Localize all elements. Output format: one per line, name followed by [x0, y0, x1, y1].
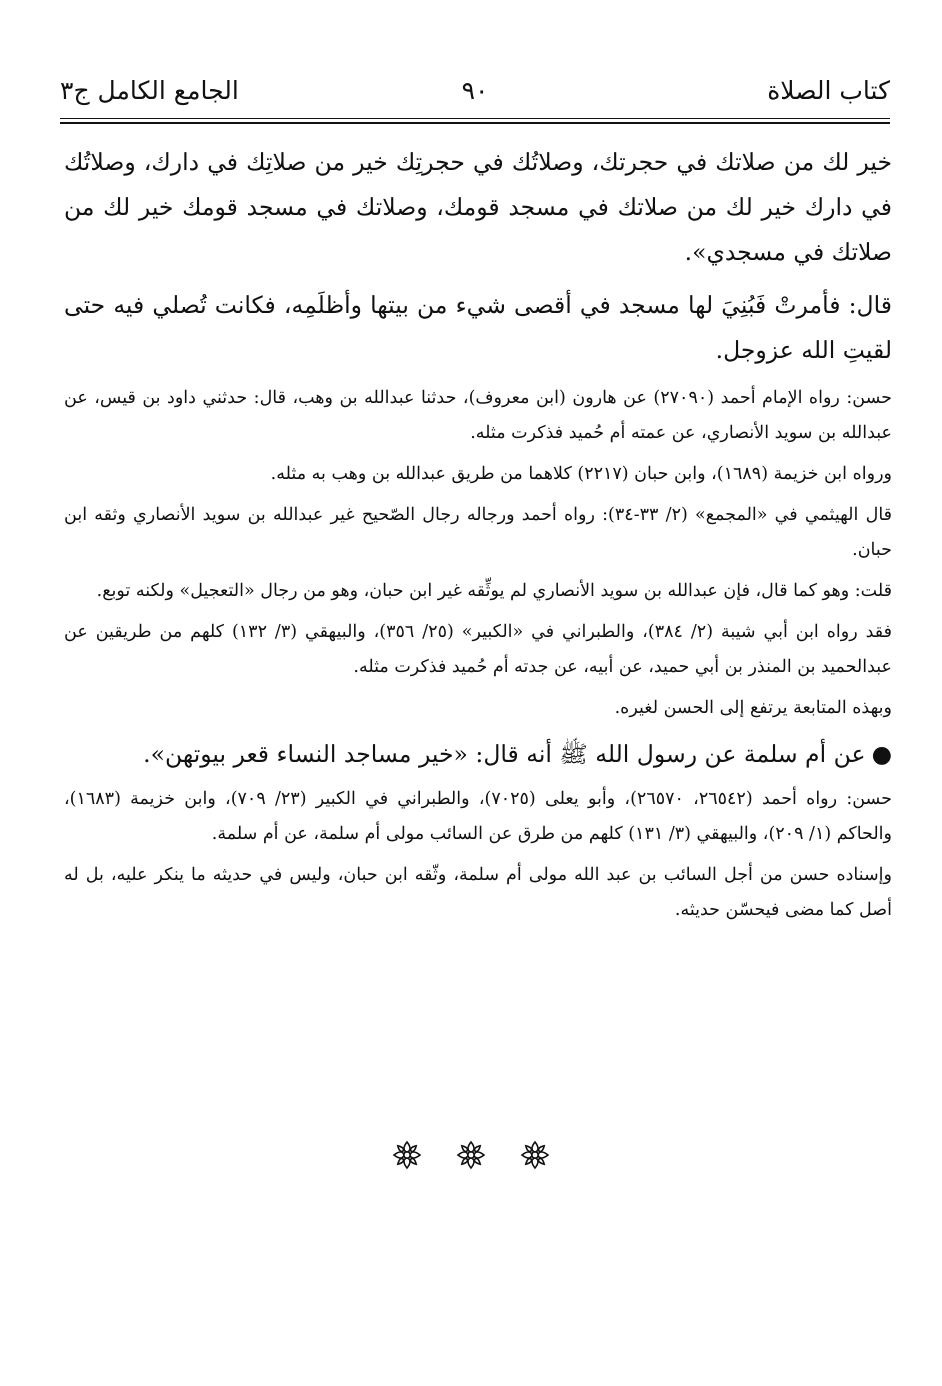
page-header [60, 76, 890, 116]
takhrij-note-3: قال الهيثمي في «المجمع» (٢/ ٣٣-٣٤): رواه أحمد ورجاله رجال الصّحيح غير عبدالله بن سويد الأنصاري وثقه ابن حبان. [64, 505, 893, 560]
takhrij-note-1: حسن: رواه الإمام أحمد (٢٧٠٩٠) عن هارون (ابن معروف)، حدثنا عبدالله بن وهب، قال: حدثني داود بن قيس، عن عبدالله بن سويد الأنصاري، عن عمته أم حُميد فذكرت مثله. [64, 388, 893, 443]
narration-paragraph: قال: فأمرتْ فَبُنِيَ لها مسجد في أقصى شيء من بيتها وأظلَمِه، فكانت تُصلي فيه حتى لقيتِ الله عزوجل. [64, 291, 892, 364]
hadith-text-continuation: خير لك من صلاتك في حجرتك، وصلاتُك في حجرتِك خير من صلاتِك في دارك، وصلاتُك في دارك خير لك من صلاتك في مسجد قومك، وصلاتك في مسجد قومك خير لك من صلاتك في مسجدي». [64, 148, 892, 266]
book-section-title: كتاب الصلاة [767, 76, 890, 105]
bullet-icon: ● [871, 740, 892, 768]
takhrij-note-7: حسن: رواه أحمد (٢٦٥٤٢، ٢٦٥٧٠)، وأبو يعلى (٧٠٢٥)، والطبراني في الكبير (٢٣/ ٧٠٩)، وابن خزيمة (١٦٨٣)، والحاكم (١/ ٢٠٩)، والبيهقي (٣/ ١٣١) كلهم من طرق عن السائب مولى أم سلمة، عن أم سلمة. [64, 789, 892, 844]
page-content [64, 140, 892, 934]
takhrij-note-8: وإسناده حسن من أجل السائب بن عبد الله مولى أم سلمة، وثّقه ابن حبان، وليس في حديثه ما ينكر عليه، بل له أصل كما مضى فيحسّن حديثه. [64, 865, 892, 920]
takhrij-note-5: فقد رواه ابن أبي شيبة (٢/ ٣٨٤)، والطبراني في «الكبير» (٢٥/ ٣٥٦)، والبيهقي (٣/ ١٣٢) كلهم من طريقين عن عبدالحميد بن المنذر بن أبي حميد، عن أبيه، عن جدته أم حُميد فذكرت مثله. [64, 622, 893, 677]
hadith-paragraph [64, 732, 892, 776]
section-end-ornaments [0, 1140, 942, 1170]
volume-title: الجامع الكامل ج٣ [60, 76, 239, 105]
header-rule [60, 118, 890, 124]
flower-ornament-icon [456, 1140, 486, 1170]
takhrij-note-6: وبهذه المتابعة يرتفع إلى الحسن لغيره. [614, 698, 892, 718]
flower-ornament-icon [520, 1140, 550, 1170]
takhrij-note-2: ورواه ابن خزيمة (١٦٨٩)، وابن حبان (٢٢١٧) كلاهما من طريق عبدالله بن وهب به مثله. [270, 464, 892, 484]
takhrij-note-4: قلت: وهو كما قال، فإن عبدالله بن سويد الأنصاري لم يوثِّقه غير ابن حبان، وهو من رجال «التعجيل» ولكنه توبع. [96, 581, 892, 601]
page-number: ٩٠ [461, 76, 489, 105]
flower-ornament-icon [392, 1140, 422, 1170]
hadith-text: عن أم سلمة عن رسول الله ﷺ أنه قال: «خير مساجد النساء قعر بيوتهن». [143, 740, 866, 768]
